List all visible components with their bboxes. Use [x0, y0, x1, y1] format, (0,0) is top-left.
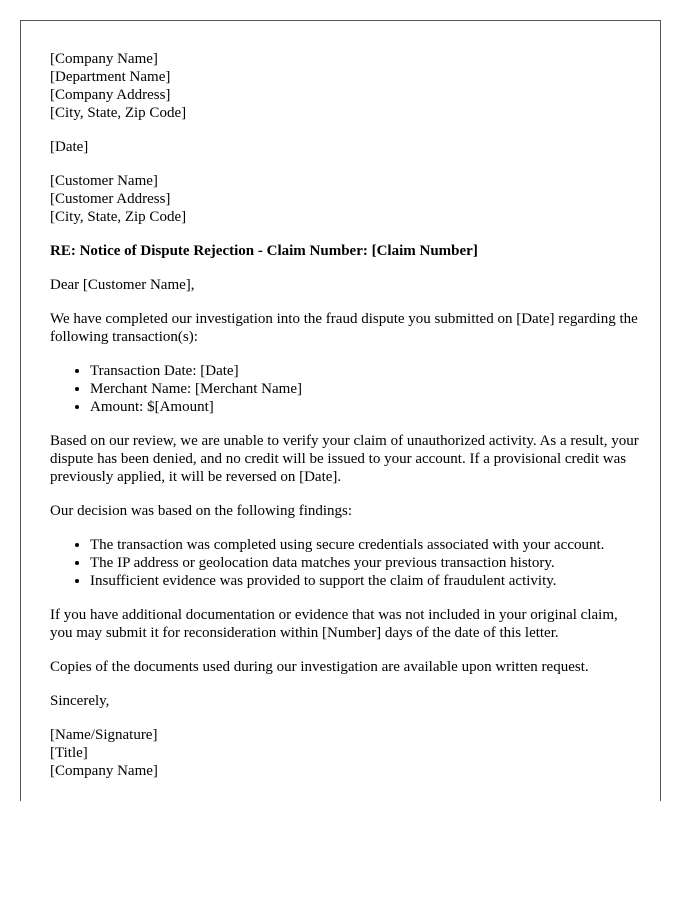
subject-line: RE: Notice of Dispute Rejection - Claim Number: [Claim Number] [50, 243, 478, 259]
findings-intro: Our decision was based on the following findings: [50, 503, 353, 519]
review-paragraph: Based on our review, we are unable to verify your claim of unauthorized activity. As a result, your dispute has been denied, and no credit will be issued to your account. If a provisional credit was previously applied, it will be reversed on [Date]. [50, 433, 639, 485]
recipient-customer-name: [Customer Name] [50, 173, 158, 189]
intro-paragraph: We have completed our investigation into the fraud dispute you submitted on [Date] regarding the following transaction(s): [50, 311, 638, 345]
recipient-address-block [50, 172, 640, 226]
reconsideration-paragraph: If you have additional documentation or evidence that was not included in your original claim, you may submit it for reconsideration within [Number] days of the date of this letter. [50, 607, 618, 641]
copies-paragraph: Copies of the documents used during our investigation are available upon written request. [50, 659, 589, 675]
signature-company-name: [Company Name] [50, 763, 158, 779]
signature-name: [Name/Signature] [50, 727, 158, 743]
letter-date: [Date] [50, 139, 89, 155]
closing: Sincerely, [50, 693, 110, 709]
list-item: • Amount: $[Amount] [90, 398, 640, 416]
sender-company-name: [Company Name] [50, 51, 158, 67]
findings-list [50, 536, 640, 590]
list-item: • The transaction was completed using secure credentials associated with your account. [90, 536, 640, 554]
sender-city-state-zip: [City, State, Zip Code] [50, 105, 187, 121]
letter-body [50, 50, 640, 780]
salutation: Dear [Customer Name], [50, 277, 195, 293]
list-item: • The IP address or geolocation data matches your previous transaction history. [90, 554, 640, 572]
signature-title: [Title] [50, 745, 88, 761]
recipient-customer-address: [Customer Address] [50, 191, 171, 207]
signature-block [50, 726, 640, 780]
sender-address-block [50, 50, 640, 122]
list-item: • Transaction Date: [Date] [90, 362, 640, 380]
list-item: • Insufficient evidence was provided to support the claim of fraudulent activity. [90, 572, 640, 590]
letter-page [20, 20, 661, 801]
sender-department-name: [Department Name] [50, 69, 171, 85]
recipient-city-state-zip: [City, State, Zip Code] [50, 209, 187, 225]
sender-company-address: [Company Address] [50, 87, 171, 103]
list-item: • Merchant Name: [Merchant Name] [90, 380, 640, 398]
transaction-list [50, 362, 640, 416]
